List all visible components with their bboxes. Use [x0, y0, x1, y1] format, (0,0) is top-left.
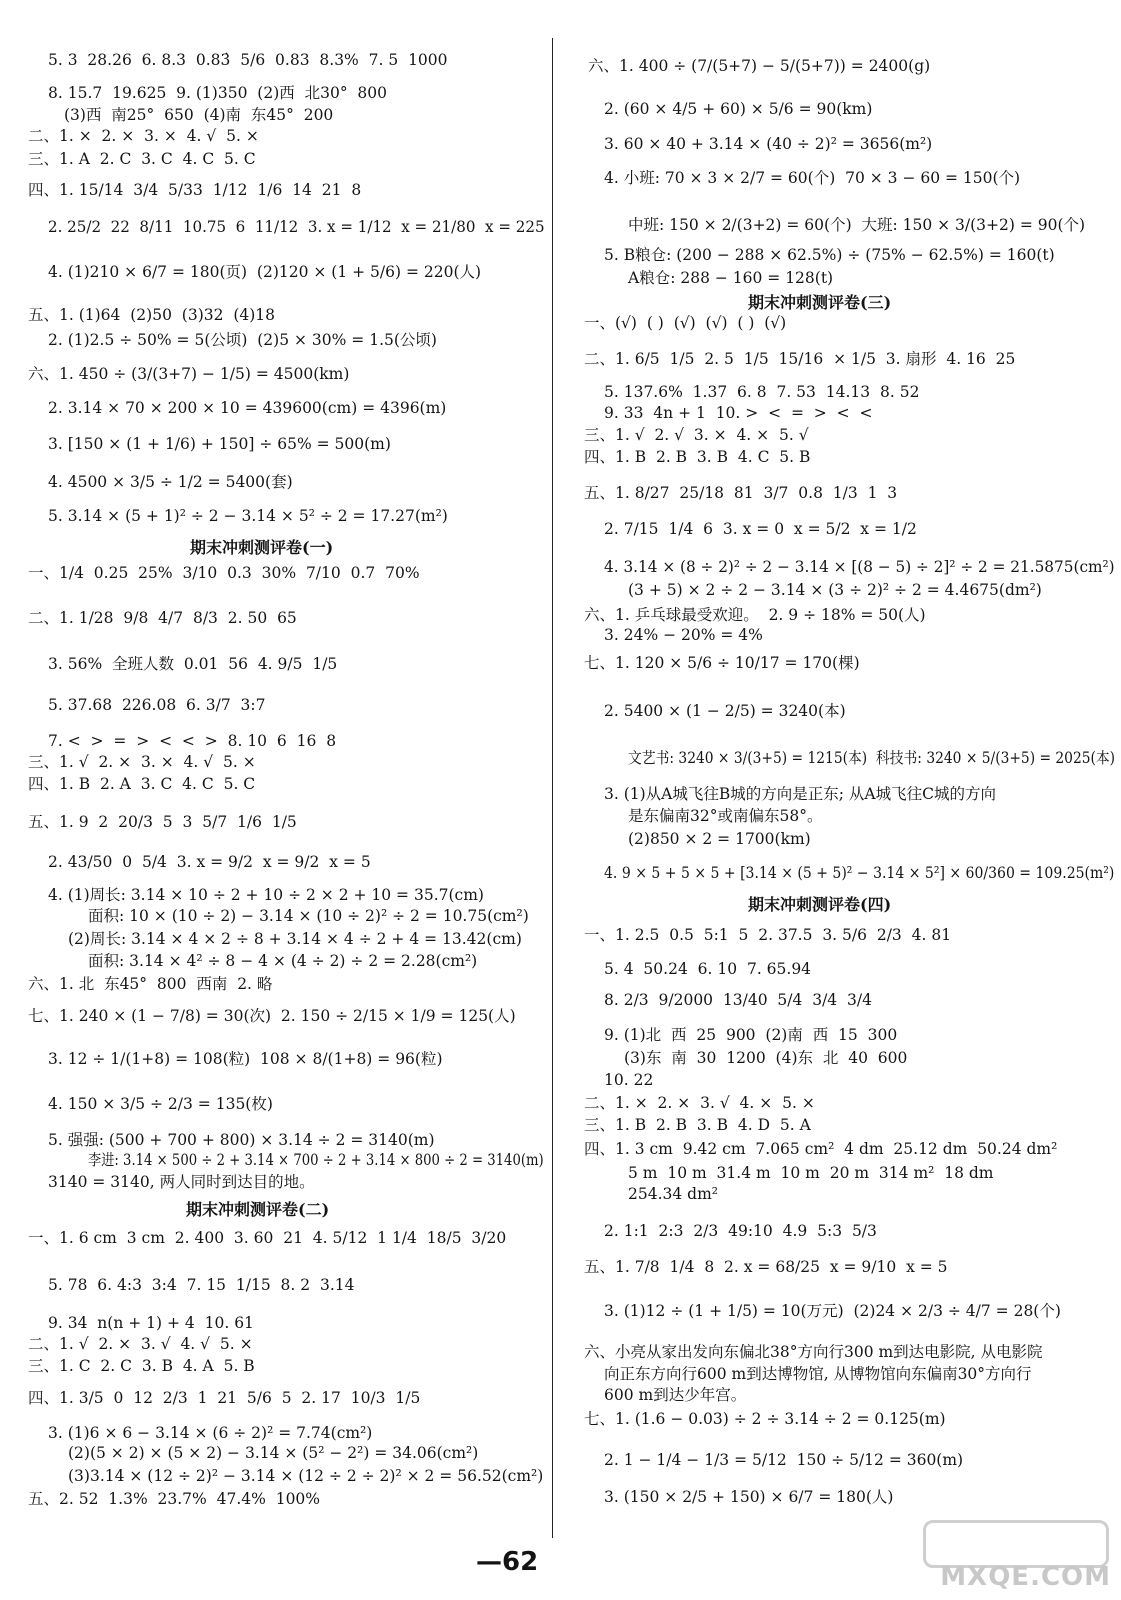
answer-line: 8. 2/3 9/2000 13/40 5/4 3/4 3/4 — [604, 991, 872, 1009]
answer-line: 4. (1)210 × 6/7 = 180(页) (2)120 × (1 + 5/6) = 220(人) — [48, 263, 482, 281]
answer-line: (3)3.14 × (12 ÷ 2)² − 3.14 × (12 ÷ 2 ÷ 2)² × 2 = 56.52(cm²) — [68, 1467, 544, 1485]
answer-line: 5. 4 50.24 6. 10 7. 65.94 — [604, 960, 812, 978]
answer-line: 9. 34 n(n + 1) + 4 10. 61 — [48, 1314, 254, 1332]
answer-line: (3)东 南 30 1200 (4)东 北 40 600 — [624, 1049, 908, 1067]
answer-line: 5. 强强: (500 + 700 + 800) × 3.14 ÷ 2 = 3140(m) — [48, 1131, 435, 1149]
answer-line: 10. 22 — [604, 1071, 654, 1089]
answer-line: (2)周长: 3.14 × 4 × 2 ÷ 8 + 3.14 × 4 ÷ 2 + 4 = 13.42(cm) — [68, 930, 522, 948]
answer-line: 2. 7/15 1/4 6 3. x = 0 x = 5/2 x = 1/2 — [604, 520, 917, 538]
answer-line: 7. < > = > < < > 8. 10 6 16 8 — [48, 732, 337, 750]
answer-line: 5. 37.68 226.08 6. 3/7 3:7 — [48, 696, 266, 714]
answer-line: 三、1. √ 2. √ 3. × 4. × 5. √ — [584, 426, 809, 444]
page-number: —62 — [476, 1547, 539, 1577]
answer-line: 三、1. A 2. C 3. C 4. C 5. C — [28, 150, 256, 168]
section-heading: 期末冲刺测评卷(一) — [190, 538, 334, 557]
answer-line: 六、1. 北 东45° 800 西南 2. 略 — [28, 975, 273, 993]
answer-line: 2. 3.14 × 70 × 200 × 10 = 439600(cm) = 4396(m) — [48, 399, 447, 417]
answer-line: 七、1. 120 × 5/6 ÷ 10/17 = 170(棵) — [584, 654, 860, 672]
answer-line: 一、1/4 0.25 25% 3/10 0.3 30% 7/10 0.7 70% — [28, 564, 420, 582]
answer-line: 面积: 10 × (10 ÷ 2) − 3.14 × (10 ÷ 2)² ÷ 2 = 10.75(cm²) — [88, 907, 529, 925]
answer-line: 文艺书: 3240 × 3/(3+5) = 1215(本) 科技书: 3240 × 5/(3+5) = 2025(本) — [628, 749, 1116, 767]
answer-line: 七、1. (1.6 − 0.03) ÷ 2 ÷ 3.14 ÷ 2 = 0.125(m) — [584, 1410, 946, 1428]
answer-line: 四、1. 3 cm 9.42 cm 7.065 cm² 4 dm 25.12 dm 50.24 dm² — [584, 1140, 1058, 1158]
watermark-logo — [888, 1520, 1113, 1592]
answer-line: 李进: 3.14 × 500 ÷ 2 + 3.14 × 700 ÷ 2 + 3.14 × 800 ÷ 2 = 3140(m) — [88, 1151, 544, 1169]
answer-line: 五、1. (1)64 (2)50 (3)32 (4)18 — [28, 306, 275, 324]
answer-line: 六、1. 乒乓球最受欢迎。 2. 9 ÷ 18% = 50(人) — [584, 606, 926, 624]
answer-line: 六、1. 400 ÷ (7/(5+7) − 5/(5+7)) = 2400(g) — [588, 57, 931, 75]
answer-line: 四、1. B 2. A 3. C 4. C 5. C — [28, 775, 256, 793]
answer-line: 5. 3 28.26 6. 8.3 0.83̇ 5/6 0.83 8.3% 7. 5 1000 — [48, 51, 448, 69]
answer-line: (2)850 × 2 = 1700(km) — [628, 830, 811, 848]
answer-line: 3140 = 3140, 两人同时到达目的地。 — [48, 1173, 315, 1191]
answer-line: 2. (60 × 4/5 + 60) × 5/6 = 90(km) — [604, 100, 873, 118]
answer-line: 五、1. 7/8 1/4 8 2. x = 68/25 x = 9/10 x = 5 — [584, 1258, 948, 1276]
answer-line: 2. (1)2.5 ÷ 50% = 5(公顷) (2)5 × 30% = 1.5(公顷) — [48, 331, 437, 349]
answer-line: 4. 9 × 5 + 5 × 5 + [3.14 × (5 + 5)² − 3.14 × 5²] × 60/360 = 109.25(m²) — [604, 864, 1115, 882]
section-heading: 期末冲刺测评卷(四) — [748, 895, 892, 914]
answer-line: 二、1. 1/28 9/8 4/7 8/3 2. 50 65 — [28, 609, 297, 627]
answer-line: (3 + 5) × 2 ÷ 2 − 3.14 × (3 ÷ 2)² ÷ 2 = 4.4675(dm²) — [628, 581, 1042, 599]
answer-line: 4. 3.14 × (8 ÷ 2)² ÷ 2 − 3.14 × [(8 − 5) ÷ 2]² ÷ 2 = 21.5875(cm²) — [604, 558, 1115, 576]
answer-line: (3)西 南25° 650 (4)南 东45° 200 — [64, 106, 334, 124]
answer-line: 3. (150 × 2/5 + 150) × 6/7 = 180(人) — [604, 1488, 894, 1506]
answer-line: 3. 56% 全班人数 0.01 56 4. 9/5 1/5 — [48, 655, 338, 673]
answer-line: 5. 78 6. 4:3 3:4 7. 15 1/15 8. 2 3.14 — [48, 1276, 355, 1294]
answer-line: 六、1. 450 ÷ (3/(3+7) − 1/5) = 4500(km) — [28, 365, 350, 383]
answer-line: 二、1. 6/5 1/5 2. 5 1/5 15/16 × 1/5 3. 扇形 4. 16 25 — [584, 350, 1016, 368]
answer-line: (2)(5 × 2) × (5 × 2) − 3.14 × (5² − 2²) = 34.06(cm²) — [68, 1444, 479, 1462]
answer-line: 二、1. × 2. × 3. × 4. √ 5. × — [28, 127, 259, 145]
answer-line: 3. [150 × (1 + 1/6) + 150] ÷ 65% = 500(m) — [48, 435, 391, 453]
answer-line: 2. 25/2 22 8/11 10.75 6 11/12 3. x = 1/12 x = 21/80 x = 225 — [48, 218, 545, 236]
answer-line: 七、1. 240 × (1 − 7/8) = 30(次) 2. 150 ÷ 2/15 × 1/9 = 125(人) — [28, 1007, 516, 1025]
answer-line: 三、1. B 2. B 3. B 4. D 5. A — [584, 1116, 811, 1134]
answer-line: 中班: 150 × 2/(3+2) = 60(个) 大班: 150 × 3/(3+2) = 90(个) — [628, 216, 1086, 234]
answer-line: 3. (1)6 × 6 − 3.14 × (6 ÷ 2)² = 7.74(cm²) — [48, 1424, 373, 1442]
answer-line: 一、1. 2.5 0.5 5:1 5 2. 37.5 3. 5/6 2/3 4. 81 — [584, 926, 952, 944]
watermark-badge — [923, 1520, 1109, 1568]
answer-line: 9. (1)北 西 25 900 (2)南 西 15 300 — [604, 1026, 898, 1044]
answer-line: 向正东方向行600 m到达博物馆, 从博物馆向东偏南30°方向行 — [604, 1365, 1032, 1383]
answer-line: 三、1. C 2. C 3. B 4. A 5. B — [28, 1357, 255, 1375]
answer-line: 二、1. √ 2. × 3. √ 4. √ 5. × — [28, 1335, 253, 1353]
column-divider — [552, 38, 553, 1538]
answer-line: 5 m 10 m 31.4 m 10 m 20 m 314 m² 18 dm — [628, 1164, 994, 1182]
answer-line: 面积: 3.14 × 4² ÷ 8 − 4 × (4 ÷ 2) ÷ 2 = 2.28(cm²) — [88, 952, 478, 970]
answer-line: 4. (1)周长: 3.14 × 10 ÷ 2 + 10 ÷ 2 × 2 + 10 = 35.7(cm) — [48, 886, 484, 904]
answer-line: 4. 150 × 3/5 ÷ 2/3 = 135(枚) — [48, 1095, 273, 1113]
answer-line: 二、1. × 2. × 3. √ 4. × 5. × — [584, 1094, 815, 1112]
section-heading: 期末冲刺测评卷(二) — [186, 1200, 330, 1219]
answer-line: 三、1. √ 2. × 3. × 4. √ 5. × — [28, 753, 256, 771]
answer-line: 5. B粮仓: (200 − 288 × 62.5%) ÷ (75% − 62.5%) = 160(t) — [604, 246, 1055, 264]
answer-line: 3. 12 ÷ 1/(1+8) = 108(粒) 108 × 8/(1+8) = 96(粒) — [48, 1050, 443, 1068]
section-heading: 期末冲刺测评卷(三) — [748, 293, 892, 312]
answer-line: 2. 43/50 0 5/4 3. x = 9/2 x = 9/2 x = 5 — [48, 853, 371, 871]
answer-line: 600 m到达少年宫。 — [604, 1386, 747, 1404]
answer-line: 5. 137.6% 1.37 6. 8 7. 53 14.13 8. 52 — [604, 383, 920, 401]
answer-line: 四、1. 15/14 3/4 5/33 1/12 1/6 14 21 8 — [28, 181, 362, 199]
answer-line: 五、2. 52 1.3% 23.7% 47.4% 100% — [28, 1490, 321, 1508]
answer-line: 2. 5400 × (1 − 2/5) = 3240(本) — [604, 702, 846, 720]
answer-line: 五、1. 9 2 20/3 5 3 5/7 1/6 1/5 — [28, 813, 297, 831]
answer-line: A粮仓: 288 − 160 = 128(t) — [628, 269, 834, 287]
answer-line: 五、1. 8/27 25/18 81 3/7 0.8 1/3 1 3 — [584, 484, 898, 502]
answer-line: 是东偏南32°或南偏东58°。 — [628, 807, 823, 825]
answer-line: 六、小亮从家出发向东偏北38°方向行300 m到达电影院, 从电影院 — [584, 1343, 1043, 1361]
answer-line: 5. 3.14 × (5 + 1)² ÷ 2 − 3.14 × 5² ÷ 2 = 17.27(m²) — [48, 507, 448, 525]
answer-line: 3. 60 × 40 + 3.14 × (40 ÷ 2)² = 3656(m²) — [604, 135, 933, 153]
answer-line: 四、1. 3/5 0 12 2/3 1 21 5/6 5 2. 17 10/3 1/5 — [28, 1389, 421, 1407]
answer-line: 3. (1)12 ÷ (1 + 1/5) = 10(万元) (2)24 × 2/3 ÷ 4/7 = 28(个) — [604, 1302, 1061, 1320]
answer-line: 4. 小班: 70 × 3 × 2/7 = 60(个) 70 × 3 − 60 = 150(个) — [604, 169, 1021, 187]
answer-line: 4. 4500 × 3/5 ÷ 1/2 = 5400(套) — [48, 473, 293, 491]
answer-line: 9. 33 4n + 1 10. > < = > < < — [604, 404, 873, 422]
answer-line: 8. 15.7 19.625 9. (1)350 (2)西 北30° 800 — [48, 84, 388, 102]
watermark-url: MXQE.COM — [940, 1562, 1111, 1592]
answer-line: 2. 1 − 1/4 − 1/3 = 5/12 150 ÷ 5/12 = 360(m) — [604, 1451, 964, 1469]
answer-line: 四、1. B 2. B 3. B 4. C 5. B — [584, 448, 811, 466]
answer-line: 一、1. 6 cm 3 cm 2. 400 3. 60 21 4. 5/12 1 1/4 18/5 3/20 — [28, 1229, 507, 1247]
answer-line: 254.34 dm² — [628, 1185, 718, 1203]
answer-line: 2. 1:1 2:3 2/3 49:10 4.9 5:3 5/3 — [604, 1222, 877, 1240]
answer-line: 一、(√) ( ) (√) (√) ( ) (√) — [584, 314, 787, 332]
answer-line: 3. (1)从A城飞往B城的方向是正东; 从A城飞往C城的方向 — [604, 785, 996, 803]
answer-line: 3. 24% − 20% = 4% — [604, 626, 763, 644]
